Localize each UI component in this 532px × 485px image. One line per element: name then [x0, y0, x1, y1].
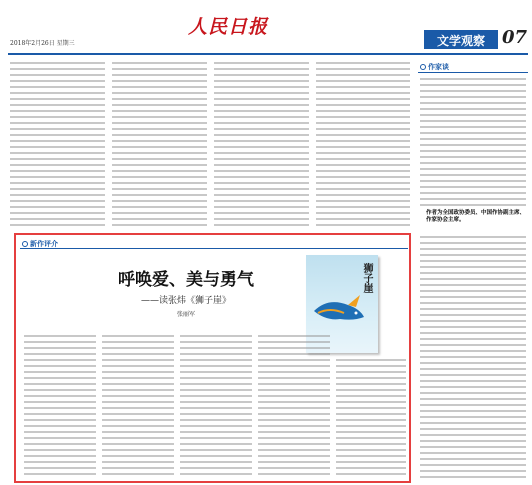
- sidebar-text-top: [420, 78, 526, 206]
- section-banner: [424, 30, 498, 49]
- issue-date: 2018年2月26日 星期三: [10, 40, 75, 47]
- newspaper-logo: 人民日报: [188, 16, 269, 38]
- review-column-4: [258, 335, 330, 479]
- review-column-1: [24, 335, 96, 479]
- review-divider: [20, 248, 408, 249]
- masthead: [0, 0, 532, 58]
- sidebar-divider: [418, 72, 528, 73]
- section-title: 文学观察: [436, 34, 485, 48]
- book-cover-title: 狮子崖: [361, 263, 372, 293]
- sidebar-author-note: 作者为全国政协委员、中国作协副主席、作家协会主席。: [426, 210, 526, 223]
- new-work-review-box: [14, 233, 411, 483]
- sidebar-text-bottom: [420, 236, 526, 480]
- review-author: 张丽军: [176, 311, 195, 318]
- article-column-4: [316, 62, 410, 227]
- page-number: 07: [502, 27, 528, 48]
- review-column-3: [180, 335, 252, 479]
- fish-illustration-icon: [310, 291, 368, 329]
- author-talk-sidebar: [414, 58, 530, 483]
- sidebar-header: 作家谈: [420, 62, 449, 72]
- masthead-divider: [8, 53, 528, 55]
- review-section-label: 新作评介: [22, 239, 58, 249]
- circle-bullet-icon: [22, 241, 28, 247]
- review-subtitle: ——读张炜《狮子崖》: [140, 296, 231, 306]
- review-column-5: [336, 359, 406, 479]
- review-column-2: [102, 335, 174, 479]
- review-title: 呼唤爱、美与勇气: [118, 270, 254, 290]
- article-column-1: [10, 62, 105, 227]
- article-column-3: [214, 62, 309, 227]
- circle-bullet-icon: [420, 64, 426, 70]
- article-column-2: [112, 62, 207, 227]
